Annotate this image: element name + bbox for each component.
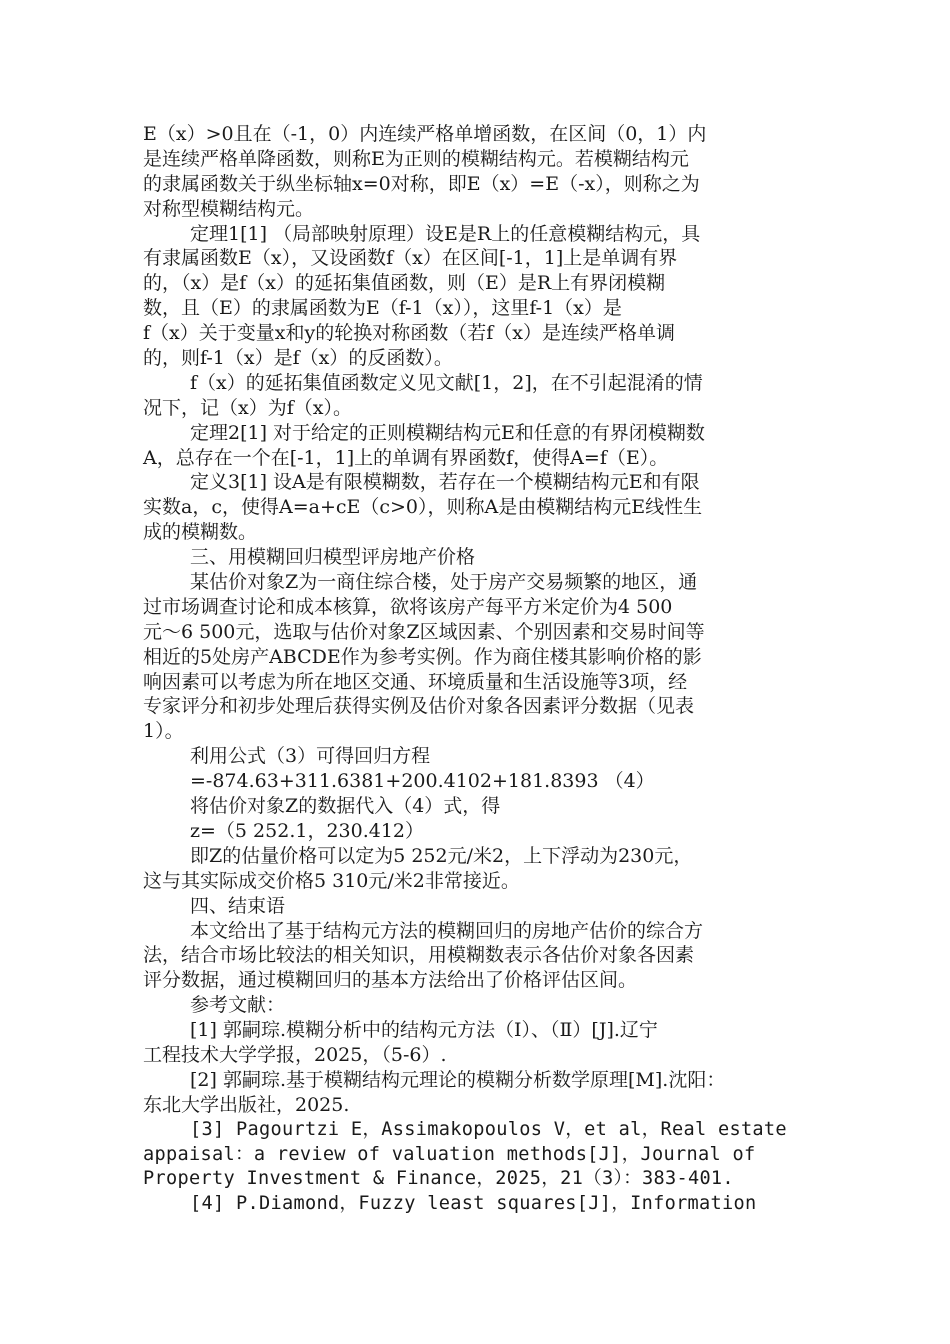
- text-line: 的，（x）是f（x）的延拓集值函数，则（E）是R上有界闭模糊: [143, 272, 666, 295]
- text-line: 评分数据，通过模糊回归的基本方法给出了价格评估区间。: [143, 969, 638, 992]
- text-line: 成的模糊数。: [143, 521, 258, 544]
- text-line: f（x）的延拓集值函数定义见文献[1，2]，在不引起混淆的情: [190, 371, 703, 394]
- text-line: 三、用模糊回归模型评房地产价格: [190, 546, 476, 569]
- text-line: E（x）>0且在（-1，0）内连续严格单增函数，在区间（0，1）内: [143, 123, 707, 145]
- text-line: 响因素可以考虑为所在地区交通、环境质量和生活设施等3项，经: [143, 670, 688, 693]
- text-line: 实数a，c，使得A=a+cE（c>0），则称A是由模糊结构元E线性生: [143, 496, 703, 519]
- text-line: 是连续严格单降函数，则称E为正则的模糊结构元。若模糊结构元: [143, 147, 689, 170]
- text-line: 即Z的估量价格可以定为5 252元/米2，上下浮动为230元，: [190, 844, 693, 867]
- text-line: 东北大学出版社，2025.: [143, 1093, 350, 1116]
- document-body: [143, 122, 813, 1217]
- text-line: 定理1[1] （局部映射原理）设E是R上的任意模糊结构元，具: [190, 222, 701, 245]
- text-line: [4] P.Diamond，Fuzzy least squares[J]，Information: [190, 1193, 757, 1215]
- text-line: A，总存在一个在[-1，1]上的单调有界函数f，使得A=f（E）。: [143, 446, 669, 469]
- text-line: 工程技术大学学报，2025，（5-6）.: [143, 1043, 447, 1066]
- text-line: 过市场调查讨论和成本核算，欲将该房产每平方米定价为4 500: [143, 595, 673, 618]
- text-line: =-874.63+311.6381+200.4102+181.8393 （4）: [190, 770, 655, 793]
- text-line: 定理2[1] 对于给定的正则模糊结构元E和任意的有界闭模糊数: [190, 421, 705, 444]
- text-line: 参考文献：: [190, 994, 286, 1017]
- text-line: 利用公式（3）可得回归方程: [190, 745, 431, 768]
- text-line: 1）。: [143, 720, 184, 743]
- text-line: 四、结束语: [190, 894, 286, 917]
- text-line: 有隶属函数E（x），又设函数f（x）在区间[-1，1]上是单调有界: [143, 247, 678, 270]
- text-line: 相近的5处房产ABCDE作为参考实例。作为商住楼其影响价格的影: [143, 645, 702, 668]
- text-line: 这与其实际成交价格5 310元/米2非常接近。: [143, 869, 520, 892]
- text-line: 本文给出了基于结构元方法的模糊回归的房地产估价的综合方: [190, 919, 704, 942]
- text-line: 元～6 500元，选取与估价对象Z区域因素、个别因素和交易时间等: [143, 620, 705, 643]
- text-line: 定义3[1] 设A是有限模糊数，若存在一个模糊结构元E和有限: [190, 471, 700, 494]
- text-line: 对称型模糊结构元。: [143, 197, 315, 220]
- text-line: f（x）关于变量x和y的轮换对称函数（若f（x）是连续严格单调: [143, 322, 675, 345]
- text-line: 数，且（E）的隶属函数为E（f-1（x）），这里f-1（x）是: [143, 297, 622, 320]
- text-line: 况下，记（x）为f（x）。: [143, 396, 352, 419]
- text-line: 将估价对象Z的数据代入（4）式，得: [190, 795, 501, 818]
- text-line: z=（5 252.1，230.412）: [190, 819, 425, 842]
- text-line: [2] 郭嗣琮.基于模糊结构元理论的模糊分析数学原理[M].沈阳：: [190, 1068, 726, 1091]
- text-line: 的，则f-1（x）是f（x）的反函数）。: [143, 347, 453, 370]
- text-line: 的隶属函数关于纵坐标轴x=0对称，即E（x）=E（-x），则称之为: [143, 172, 700, 195]
- text-line: 专家评分和初步处理后获得实例及估价对象各因素评分数据（见表: [143, 695, 695, 718]
- text-line: [1] 郭嗣琮.模糊分析中的结构元方法（Ⅰ）、（Ⅱ）[J].辽宁: [190, 1019, 658, 1042]
- text-line: 法，结合市场比较法的相关知识，用模糊数表示各估价对象各因素: [143, 944, 695, 967]
- text-line: appaisal：a review of valuation methods[J]，Journal of: [143, 1143, 756, 1165]
- text-line: [3] Pagourtzi E，Assimakopoulos V，et al，Real estate: [190, 1118, 787, 1140]
- text-line: Property Investment & Finance，2025，21（3）：383-401.: [143, 1168, 734, 1190]
- text-line: 某估价对象Z为一商住综合楼，处于房产交易频繁的地区，通: [190, 571, 698, 594]
